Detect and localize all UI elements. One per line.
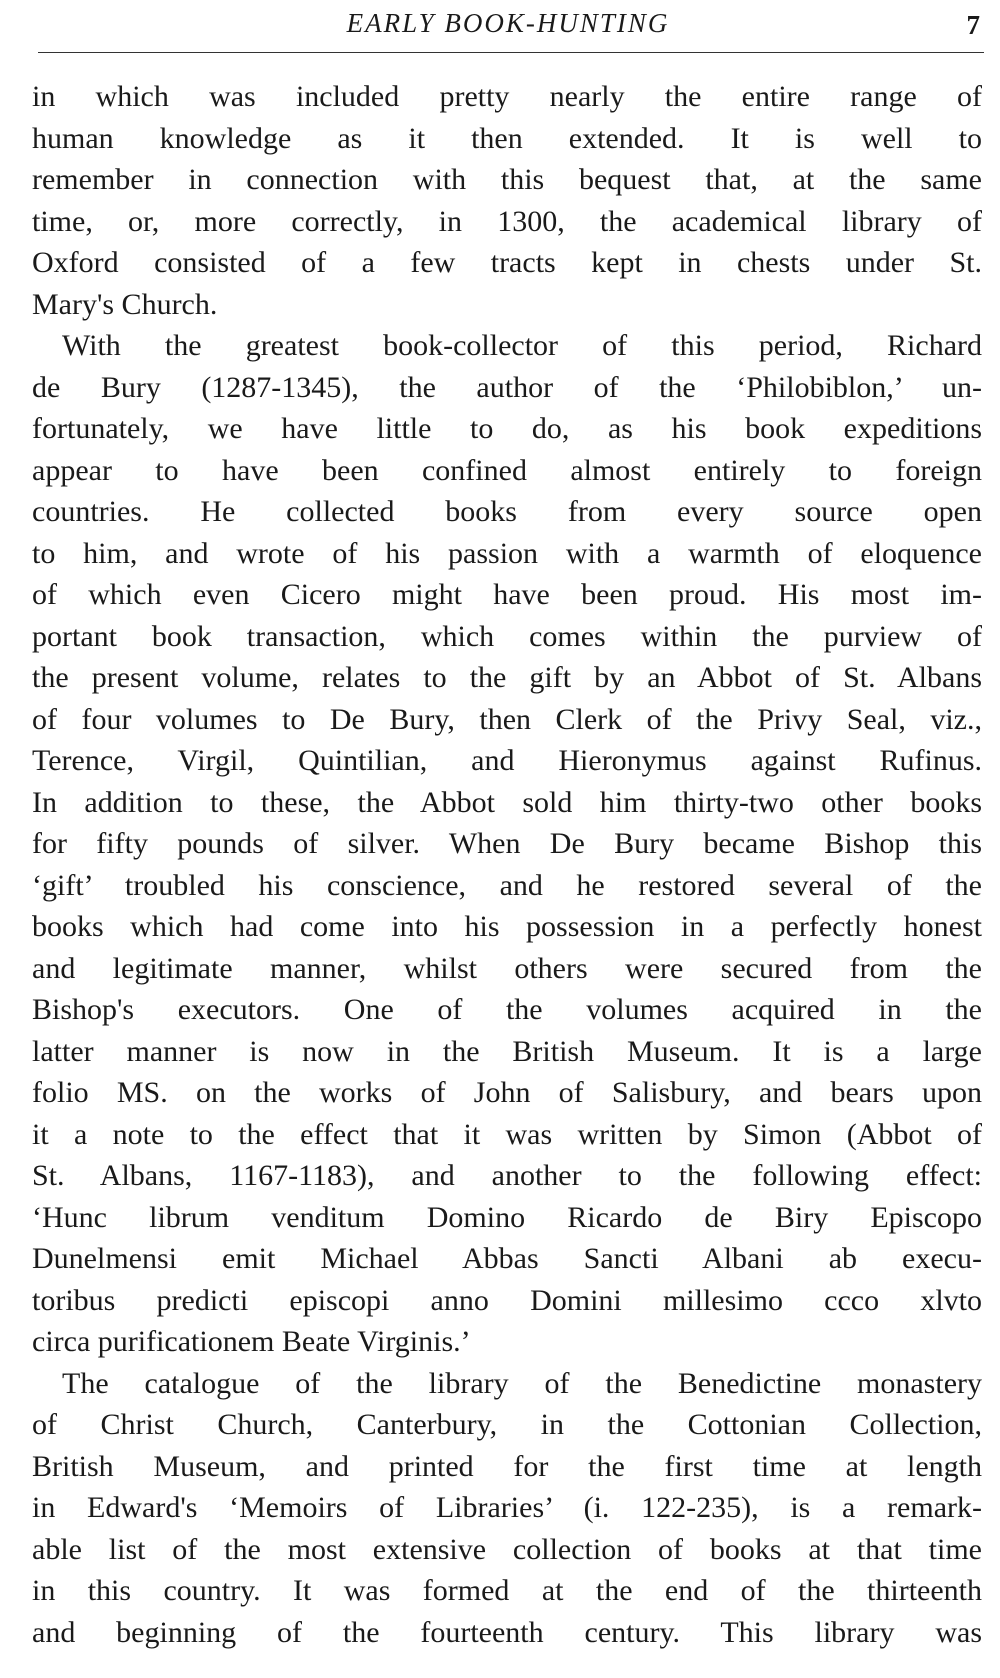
text-line: Mary's Church. <box>32 287 218 321</box>
text-line: Bishop's executors. One of the volumes acquired in the <box>32 993 982 1026</box>
text-line: it a note to the effect that it was written by Simon (Abbot of <box>32 1117 982 1151</box>
text-line: portant book transaction, which comes within the purview of <box>32 619 982 653</box>
text-line: Oxford consisted of a few tracts kept in chests under St. <box>32 246 982 279</box>
text-line: St. Albans, 1167-1183), and another to the following effect: <box>32 1159 982 1192</box>
text-line: in this country. It was formed at the end of the thirteenth <box>32 1574 982 1607</box>
text-line: of Christ Church, Canterbury, in the Cottonian Collection, <box>32 1408 982 1441</box>
text-line: de Bury (1287-1345), the author of the ‘Philobiblon,’ un- <box>32 370 982 404</box>
text-line: ‘Hunc librum venditum Domino Ricardo de Biry Episcopo <box>32 1200 982 1234</box>
body-text <box>32 76 982 1653</box>
text-line: of four volumes to De Bury, then Clerk of the Privy Seal, viz., <box>32 702 982 736</box>
header-rule <box>38 52 984 53</box>
running-head <box>36 6 980 46</box>
text-line: able list of the most extensive collection of books at that time <box>32 1532 982 1566</box>
text-line: Terence, Virgil, Quintilian, and Hieronymus against Rufinus. <box>32 744 982 777</box>
text-line: books which had come into his possession in a perfectly honest <box>32 910 982 943</box>
text-line: fortunately, we have little to do, as his book expeditions <box>32 412 982 445</box>
text-line: human knowledge as it then extended. It is well to <box>32 121 982 155</box>
text-line: appear to have been confined almost entirely to foreign <box>32 453 982 487</box>
text-line: the present volume, relates to the gift by an Abbot of St. Albans <box>32 661 982 694</box>
running-title: EARLY BOOK-HUNTING <box>346 8 670 38</box>
text-line: In addition to these, the Abbot sold him thirty-two other books <box>32 785 982 819</box>
text-line: countries. He collected books from every source open <box>32 495 982 528</box>
text-line: toribus predicti episcopi anno Domini millesimo ccco xlvto <box>32 1283 982 1317</box>
text-line: ‘gift’ troubled his conscience, and he restored several of the <box>32 868 982 902</box>
text-line: folio MS. on the works of John of Salisbury, and bears upon <box>32 1076 982 1109</box>
text-line: of which even Cicero might have been proud. His most im- <box>32 578 982 611</box>
text-line: With the greatest book-collector of this period, Richard <box>62 329 982 362</box>
text-line: and beginning of the fourteenth century. This library was <box>32 1615 982 1649</box>
text-line: and legitimate manner, whilst others were secured from the <box>32 951 982 985</box>
text-line: British Museum, and printed for the first time at length <box>32 1449 982 1483</box>
text-line: The catalogue of the library of the Benedictine monastery <box>62 1366 982 1400</box>
text-line: remember in connection with this bequest that, at the same <box>32 163 982 196</box>
text-line: Dunelmensi emit Michael Abbas Sancti Albani ab execu- <box>32 1242 982 1275</box>
text-line: in Edward's ‘Memoirs of Libraries’ (i. 122-235), is a remark- <box>32 1491 982 1524</box>
page-number: 7 <box>966 10 980 40</box>
text-line: latter manner is now in the British Museum. It is a large <box>32 1034 982 1068</box>
text-line: circa purificationem Beate Virginis.’ <box>32 1325 471 1358</box>
text-line: to him, and wrote of his passion with a warmth of eloquence <box>32 536 982 570</box>
text-line: for fifty pounds of silver. When De Bury became Bishop this <box>32 827 982 860</box>
text-line: in which was included pretty nearly the entire range of <box>32 80 982 113</box>
text-line: time, or, more correctly, in 1300, the academical library of <box>32 204 982 238</box>
